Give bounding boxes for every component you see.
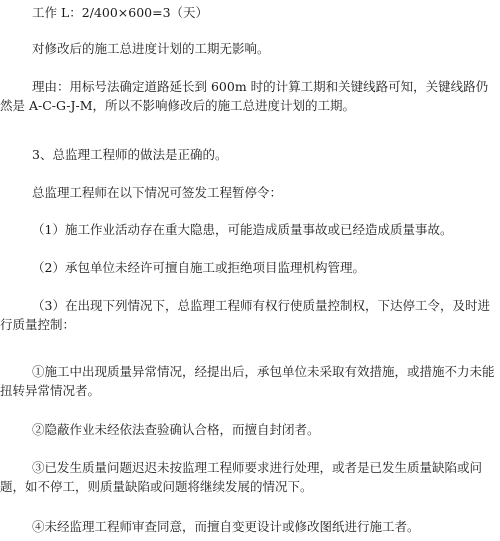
paragraph-item-2: （2）承包单位未经许可擅自施工或拒绝项目监理机构管理。 — [32, 260, 365, 275]
paragraph-work-l-duration: 工作 L：2/400×600=3（天） — [32, 5, 209, 20]
paragraph-sub-item-2: ②隐蔽作业未经依法查验确认合格，而擅自封闭者。 — [32, 422, 320, 437]
paragraph-suspension-intro: 总监理工程师在以下情况可签发工程暂停令： — [32, 185, 283, 200]
paragraph-point-3: 3、总监理工程师的做法是正确的。 — [32, 147, 228, 162]
paragraph-item-1: （1）施工作业活动存在重大隐患，可能造成质量事故或已经造成质量事故。 — [32, 222, 453, 237]
paragraph-sub-item-3: ③已发生质量问题迟迟未按监理工程师要求进行处理，或者是已发生质量缺陷或问题，如不停工，则质量缺陷或问题将继续发展的情况下。 — [0, 460, 483, 494]
paragraph-sub-item-1: ①施工中出现质量异常情况，经提出后，承包单位未采取有效措施，或措施不力未能扭转异常情况者。 — [0, 364, 495, 398]
paragraph-no-impact: 对修改后的施工总进度计划的工期无影响。 — [32, 41, 270, 56]
paragraph-sub-item-4: ④未经监理工程师审查同意，而擅自变更设计或修改图纸进行施工者。 — [32, 519, 420, 534]
paragraph-reason: 理由：用标号法确定道路延长到 600m 时的计算工期和关键线路可知，关键线路仍然是 A-C-G-J-M，所以不影响修改后的施工总进度计划的工期。 — [0, 79, 489, 113]
paragraph-item-3: （3）在出现下列情况下，总监理工程师有权行使质量控制权，下达停工令，及时进行质量控制： — [0, 298, 490, 332]
